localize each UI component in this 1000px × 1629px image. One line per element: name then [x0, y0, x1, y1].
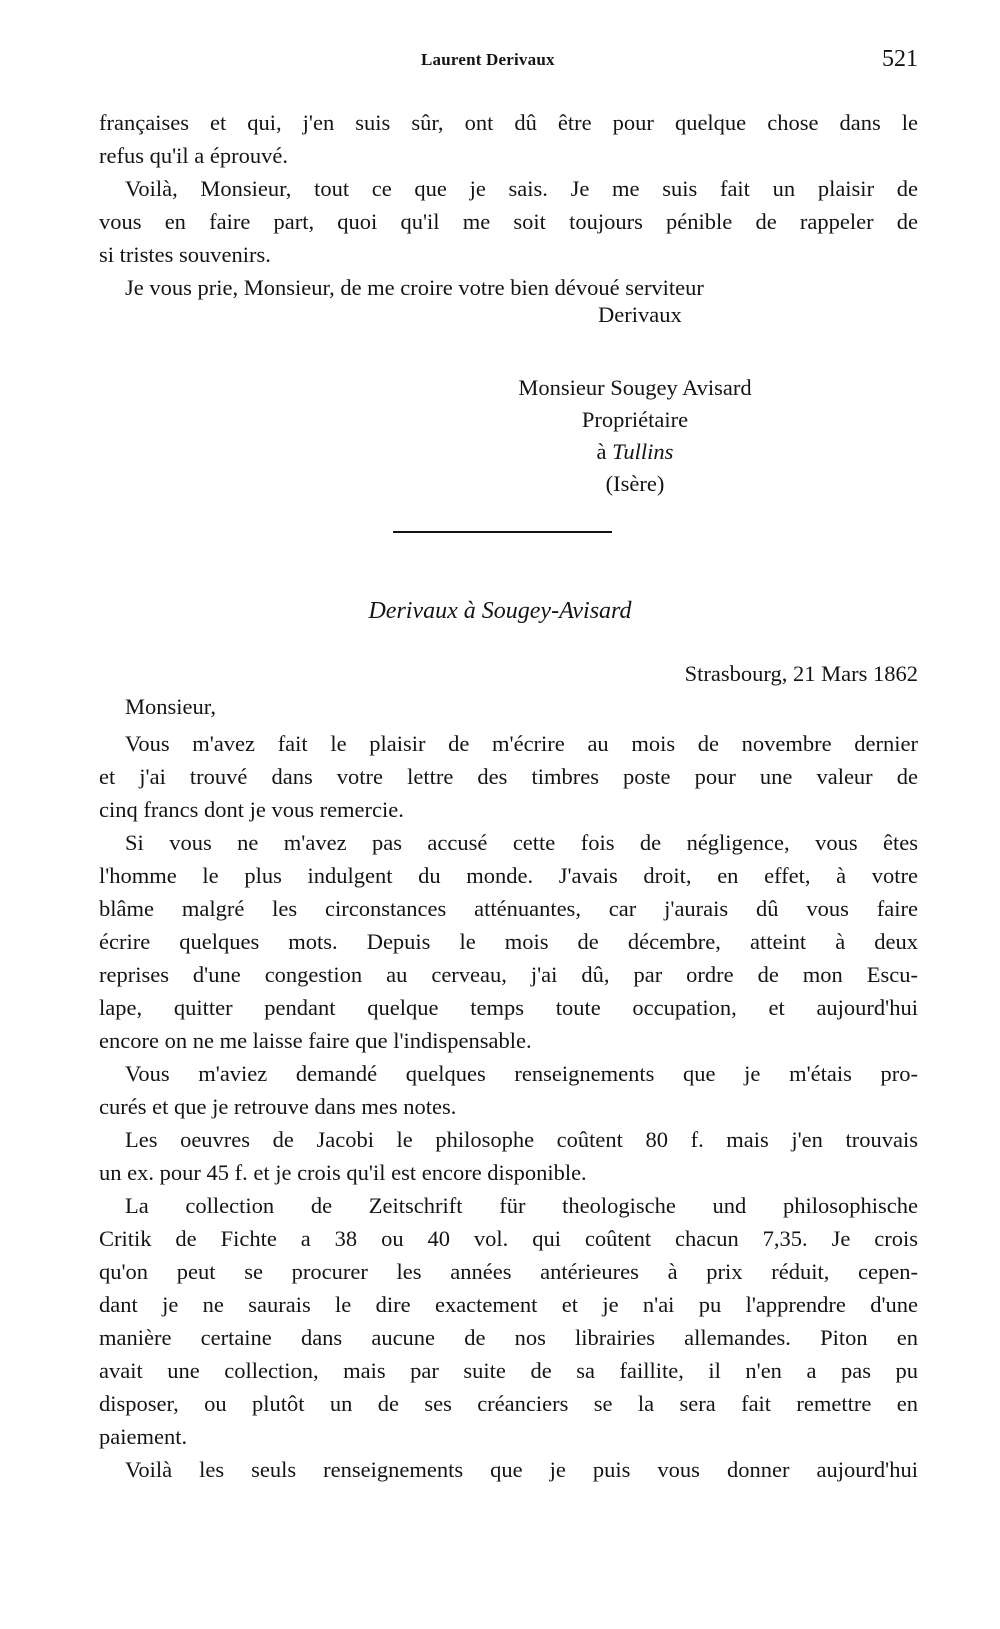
text-line: reprises d'une congestion au cerveau, j'ai dû, par ordre de mon Escu- — [99, 962, 918, 987]
text-line: Vous m'aviez demandé quelques renseignements que je m'étais pro- — [125, 1061, 918, 1086]
text-line: lape, quitter pendant quelque temps toute occupation, et aujourd'hui — [99, 995, 918, 1020]
text-line: paiement. — [99, 1424, 188, 1449]
text-line: un ex. pour 45 f. et je crois qu'il est encore disponible. — [99, 1160, 587, 1185]
text-line: Voilà, Monsieur, tout ce que je sais. Je me suis fait un plaisir de — [125, 176, 918, 201]
recipient-address — [470, 372, 800, 500]
text-line: Si vous ne m'avez pas accusé cette fois de négligence, vous êtes — [125, 830, 918, 855]
text-line: refus qu'il a éprouvé. — [99, 143, 288, 168]
text-line: dant je ne saurais le dire exactement et je n'ai pu l'apprendre d'une — [99, 1292, 918, 1317]
text-line: si tristes souvenirs. — [99, 242, 271, 267]
address-town: Tullins — [612, 439, 674, 464]
text-line: encore on ne me laisse faire que l'indispensable. — [99, 1028, 532, 1053]
text-line: curés et que je retrouve dans mes notes. — [99, 1094, 457, 1119]
page-number: 521 — [882, 46, 918, 72]
letter-body — [99, 727, 918, 1486]
text-line: Voilà les seuls renseignements que je puis vous donner aujourd'hui — [125, 1457, 918, 1482]
text-line: disposer, ou plutôt un de ses créanciers se la sera fait remettre en — [99, 1391, 918, 1416]
previous-letter-ending — [99, 106, 918, 304]
text-line: Vous m'avez fait le plaisir de m'écrire au mois de novembre dernier — [125, 731, 918, 756]
address-name: Monsieur Sougey Avisard — [518, 375, 752, 400]
salutation: Monsieur, — [125, 694, 216, 719]
signature: Derivaux — [598, 302, 682, 327]
text-line: françaises et qui, j'en suis sûr, ont dû être pour quelque chose dans le — [99, 110, 918, 135]
address-place-prefix: à — [596, 439, 607, 464]
text-line: Critik de Fichte a 38 ou 40 vol. qui coûtent chacun 7,35. Je crois — [99, 1226, 918, 1251]
text-line: l'homme le plus indulgent du monde. J'avais droit, en effet, à votre — [99, 863, 918, 888]
running-title: Laurent Derivaux — [421, 50, 555, 69]
text-line: manière certaine dans aucune de nos librairies allemandes. Piton en — [99, 1325, 918, 1350]
dateline: Strasbourg, 21 Mars 1862 — [684, 661, 918, 686]
text-line: vous en faire part, quoi qu'il me soit toujours pénible de rappeler de — [99, 209, 918, 234]
text-line: Les oeuvres de Jacobi le philosophe coûtent 80 f. mais j'en trouvais — [125, 1127, 918, 1152]
running-head — [0, 46, 1000, 80]
letter-title — [0, 598, 1000, 625]
letter-title-prep: à — [463, 598, 476, 624]
letter-title-to: Sougey-Avisard — [481, 598, 632, 624]
text-line: La collection de Zeitschrift für theologische und philosophische — [125, 1193, 918, 1218]
text-line: blâme malgré les circonstances atténuantes, car j'aurais dû vous faire — [99, 896, 918, 921]
address-role: Propriétaire — [581, 407, 689, 432]
text-line: qu'on peut se procurer les années antérieures à prix réduit, cepen- — [99, 1259, 918, 1284]
section-divider — [393, 531, 612, 533]
text-line: et j'ai trouvé dans votre lettre des timbres poste pour une valeur de — [99, 764, 918, 789]
address-place — [470, 436, 800, 468]
text-line: cinq francs dont je vous remercie. — [99, 797, 404, 822]
address-region: (Isère) — [605, 471, 665, 496]
letter-title-from: Derivaux — [368, 598, 458, 624]
text-line: Je vous prie, Monsieur, de me croire votre bien dévoué serviteur — [125, 275, 704, 300]
text-line: écrire quelques mots. Depuis le mois de décembre, atteint à deux — [99, 929, 918, 954]
text-line: avait une collection, mais par suite de sa faillite, il n'en a pas pu — [99, 1358, 918, 1383]
